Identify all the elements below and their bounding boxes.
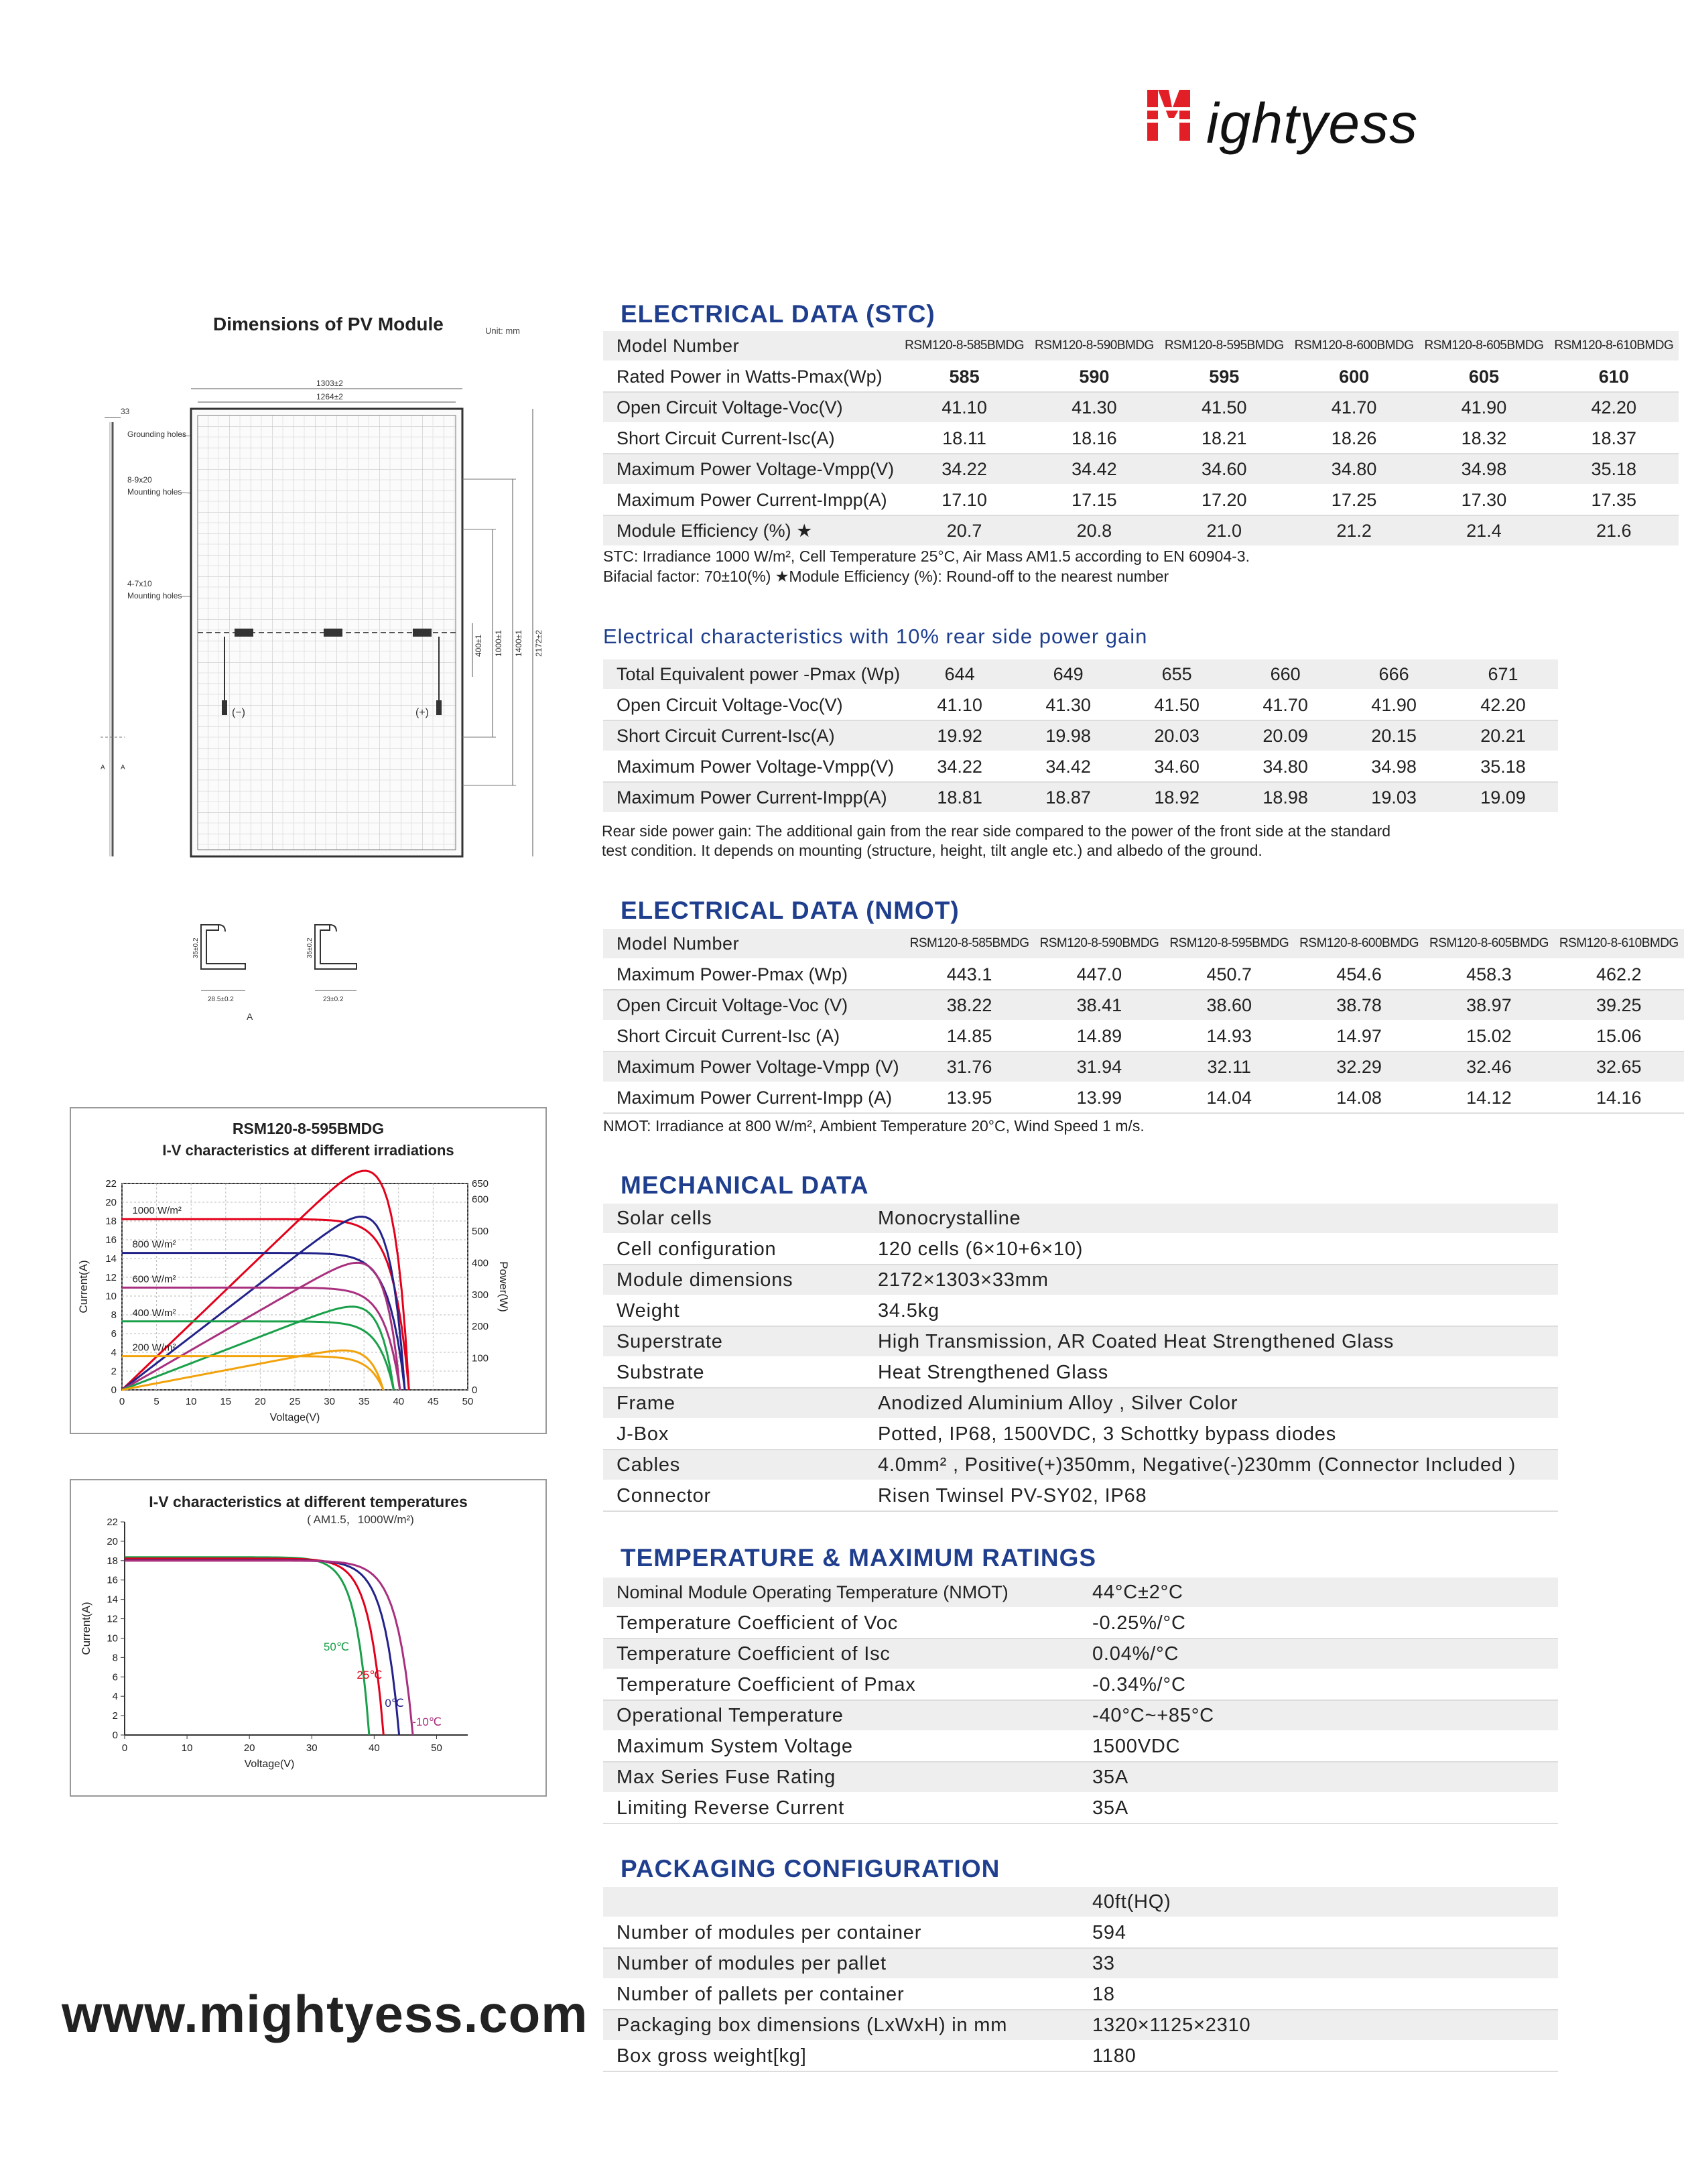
series-label: 200 W/m² — [132, 1342, 176, 1354]
x-tick-label: 10 — [185, 1396, 197, 1407]
chart-subtitle: I-V characteristics at different irradiations — [162, 1142, 454, 1159]
table-row: Superstrate High Transmission, AR Coated Heat Strengthened Glass — [603, 1326, 1558, 1357]
website-url[interactable]: www.mightyess.com — [62, 1984, 588, 2043]
rear-gain-title: Electrical characteristics with 10% rear side power gain — [603, 625, 1148, 648]
table-row: Connector Risen Twinsel PV-SY02, IP68 — [603, 1480, 1558, 1511]
x-tick-label: 25 — [289, 1396, 301, 1407]
rear-note-2: test condition. It depends on mounting (structure, height, tilt angle etc.) and albedo of the ground. — [602, 842, 1262, 859]
table-row: Temperature Coefficient of Pmax -0.34%/°C — [603, 1669, 1558, 1700]
y-tick-label: 22 — [107, 1517, 118, 1528]
brand-logo — [1139, 67, 1421, 161]
y-tick-label: 10 — [105, 1291, 117, 1302]
table-row: Short Circuit Current-Isc(A) 18.11 18.16 18.21 18.26 18.32 18.37 — [603, 423, 1679, 454]
table-row: Operational Temperature -40°C~+85°C — [603, 1700, 1558, 1731]
table-row: Module Efficiency (%) ★ 20.7 20.8 21.0 21.2 21.4 21.6 — [603, 515, 1679, 546]
y-tick-label: 6 — [112, 1671, 118, 1683]
table-row: Short Circuit Current-Isc(A) 19.92 19.98 20.03 20.09 20.15 20.21 — [603, 720, 1558, 751]
table-row: Box gross weight[kg] 1180 — [603, 2041, 1558, 2071]
table-row: Weight 34.5kg — [603, 1295, 1558, 1326]
temperature-table — [603, 1578, 1558, 1824]
thickness-label: 33 — [121, 407, 130, 416]
series-label: 800 W/m² — [132, 1238, 176, 1250]
series-label: 25℃ — [357, 1669, 383, 1681]
temperature-title: TEMPERATURE & MAXIMUM RATINGS — [621, 1544, 1097, 1571]
x-tick-label: 5 — [153, 1396, 159, 1407]
svg-text:A: A — [121, 764, 125, 771]
stc-table — [603, 331, 1679, 547]
module-dimension-drawing — [101, 362, 570, 1032]
table-row: Temperature Coefficient of Isc 0.04%/°C — [603, 1639, 1558, 1669]
table-row: Open Circuit Voltage-Voc (V) 38.22 38.41 38.60 38.78 38.97 39.25 — [603, 990, 1684, 1021]
chart-title: RSM120-8-595BMDG — [232, 1120, 385, 1137]
height-1400-label: 1400±1 — [514, 630, 523, 657]
svg-text:23±0.2: 23±0.2 — [323, 996, 344, 1003]
mounting-holes-1-size: 8-9x20 — [127, 475, 152, 485]
y-tick-label: 10 — [107, 1632, 118, 1645]
y-tick-label: 4 — [111, 1347, 117, 1358]
table-row: Maximum Power Voltage-Vmpp (V) 31.76 31.94 32.11 32.29 32.46 32.65 — [603, 1051, 1684, 1082]
y-tick-label: 18 — [107, 1555, 118, 1567]
series-label: 0℃ — [385, 1697, 404, 1710]
chart-subtitle: ( AM1.5，1000W/m²) — [307, 1513, 414, 1526]
table-row: Open Circuit Voltage-Voc(V) 41.10 41.30 41.50 41.70 41.90 42.20 — [603, 392, 1679, 423]
frame-profile-b — [306, 925, 357, 1003]
x-tick-label: 50 — [431, 1742, 442, 1754]
iv-temperature-chart — [70, 1479, 547, 1797]
stc-note-1: STC: Irradiance 1000 W/m², Cell Temperature 25°C, Air Mass AM1.5 according to EN 60904-3. — [603, 548, 1250, 565]
x-tick-label: 0 — [119, 1396, 125, 1407]
svg-text:28.5±0.2: 28.5±0.2 — [208, 996, 234, 1003]
table-row: Maximum System Voltage 1500VDC — [603, 1731, 1558, 1762]
mechanical-title: MECHANICAL DATA — [621, 1171, 869, 1199]
rear-note-1: Rear side power gain: The additional gain from the rear side compared to the power of the front side at the standard — [602, 822, 1391, 840]
x-tick-label: 30 — [306, 1742, 318, 1754]
series-label: -10℃ — [412, 1716, 442, 1728]
table-row: Solar cells Monocrystalline — [603, 1204, 1558, 1234]
table-row: Limiting Reverse Current 35A — [603, 1793, 1558, 1823]
table-row: Model Number RSM120-8-585BMDG RSM120-8-590BMDG RSM120-8-595BMDG RSM120-8-600BMDG RSM120-8-605BMDG RSM120-8-610BMDG — [603, 929, 1684, 959]
svg-text:35±0.2: 35±0.2 — [192, 938, 200, 958]
frame-profile-a — [192, 925, 253, 1022]
x-tick-label: 30 — [324, 1396, 335, 1407]
x-axis-label: Voltage(V) — [269, 1412, 320, 1423]
y-tick-label: 12 — [107, 1613, 118, 1625]
x-tick-label: 40 — [393, 1396, 405, 1407]
y-tick-label: 14 — [105, 1253, 117, 1265]
junction-box-center — [324, 629, 342, 637]
svg-text:A: A — [247, 1011, 253, 1022]
y-axis-label: Current(A) — [80, 1602, 92, 1655]
table-row: Maximum Power Current-Impp(A) 18.81 18.87 18.92 18.98 19.03 19.09 — [603, 782, 1558, 813]
table-row: Short Circuit Current-Isc (A) 14.85 14.89 14.93 14.97 15.02 15.06 — [603, 1021, 1684, 1051]
dimensions-title: Dimensions of PV Module — [213, 314, 444, 334]
junction-box-right — [413, 629, 432, 637]
mechanical-table — [603, 1204, 1558, 1512]
logo-mark-icon — [1139, 80, 1213, 154]
series-label: 50℃ — [323, 1641, 349, 1653]
table-row: Total Equivalent power -Pmax (Wp) 644 649 655 660 666 671 — [603, 659, 1558, 690]
table-row: Max Series Fuse Rating 35A — [603, 1762, 1558, 1793]
table-row: Rated Power in Watts-Pmax(Wp) 585 590 595 600 605 610 — [603, 361, 1679, 392]
table-row: Maximum Power Current-Impp(A) 17.10 17.15 17.20 17.25 17.30 17.35 — [603, 485, 1679, 515]
iv-curve-4 — [122, 1356, 383, 1390]
y-tick-label: 2 — [111, 1366, 117, 1377]
width-inner-label: 1264±2 — [316, 392, 343, 401]
y-tick-label: 0 — [112, 1730, 118, 1741]
brand-wordmark: ightyess — [1206, 92, 1419, 155]
table-row: Open Circuit Voltage-Voc(V) 41.10 41.30 41.50 41.70 41.90 42.20 — [603, 690, 1558, 720]
packaging-table — [603, 1887, 1558, 2072]
y2-tick-label: 600 — [472, 1194, 489, 1206]
series-label: 1000 W/m² — [132, 1205, 182, 1217]
dimensions-unit: Unit: mm — [485, 326, 520, 336]
y-tick-label: 16 — [105, 1234, 117, 1246]
negative-terminal-label: (−) — [232, 707, 245, 718]
y-axis-label: Current(A) — [77, 1260, 90, 1313]
y2-tick-label: 400 — [472, 1257, 489, 1269]
y-tick-label: 18 — [105, 1216, 117, 1227]
table-row: Module dimensions 2172×1303×33mm — [603, 1265, 1558, 1295]
y-tick-label: 20 — [105, 1197, 117, 1208]
height-400-label: 400±1 — [474, 634, 483, 657]
grounding-holes-label: Grounding holes — [127, 430, 187, 439]
height-1000-label: 1000±1 — [494, 630, 503, 657]
nmot-note: NMOT: Irradiance at 800 W/m², Ambient Temperature 20°C, Wind Speed 1 m/s. — [603, 1117, 1145, 1135]
table-row: Packaging box dimensions (LxWxH) in mm 1320×1125×2310 — [603, 2010, 1558, 2041]
table-row: Substrate Heat Strengthened Glass — [603, 1357, 1558, 1388]
y2-tick-label: 100 — [472, 1352, 489, 1364]
y-tick-label: 8 — [111, 1309, 117, 1321]
nmot-title: ELECTRICAL DATA (NMOT) — [621, 897, 960, 924]
table-row: Cell configuration 120 cells (6×10+6×10) — [603, 1234, 1558, 1265]
table-row: Number of pallets per container 18 — [603, 1979, 1558, 2010]
mounting-holes-2-size: 4-7x10 — [127, 579, 152, 588]
y-tick-label: 16 — [107, 1574, 118, 1586]
table-row: Number of modules per pallet 33 — [603, 1948, 1558, 1979]
y-tick-label: 0 — [111, 1385, 117, 1396]
nmot-table — [603, 929, 1684, 1114]
table-row: 40ft(HQ) — [603, 1887, 1558, 1917]
series-label: 600 W/m² — [132, 1273, 176, 1285]
y-tick-label: 4 — [112, 1691, 118, 1703]
y2-tick-label: 650 — [472, 1178, 489, 1190]
svg-text:35±0.2: 35±0.2 — [306, 938, 314, 958]
y-tick-label: 12 — [105, 1272, 117, 1283]
y2-axis-label: Power(W) — [497, 1261, 510, 1312]
table-row: Maximum Power Voltage-Vmpp(V) 34.22 34.42 34.60 34.80 34.98 35.18 — [603, 454, 1679, 485]
x-tick-label: 20 — [243, 1742, 255, 1754]
y-tick-label: 22 — [105, 1178, 117, 1190]
rear-gain-table — [603, 659, 1558, 814]
table-row: Maximum Power-Pmax (Wp) 443.1 447.0 450.7 454.6 458.3 462.2 — [603, 959, 1684, 990]
y2-tick-label: 500 — [472, 1226, 489, 1238]
y2-tick-label: 200 — [472, 1321, 489, 1333]
x-tick-label: 35 — [358, 1396, 370, 1407]
y-tick-label: 8 — [112, 1652, 118, 1664]
series-label: 400 W/m² — [132, 1307, 176, 1319]
svg-text:A: A — [101, 764, 105, 771]
x-tick-label: 20 — [255, 1396, 266, 1407]
table-row: Number of modules per container 594 — [603, 1917, 1558, 1948]
y2-tick-label: 0 — [472, 1385, 478, 1396]
positive-terminal-label: (+) — [415, 707, 429, 718]
y-tick-label: 6 — [111, 1328, 117, 1340]
stc-note-2: Bifacial factor: 70±10(%) ★Module Efficiency (%): Round-off to the nearest number — [603, 568, 1169, 585]
table-row: Model Number RSM120-8-585BMDG RSM120-8-590BMDG RSM120-8-595BMDG RSM120-8-600BMDG RSM120-8-605BMDG RSM120-8-610BMDG — [603, 331, 1679, 361]
stc-title: ELECTRICAL DATA (STC) — [621, 300, 935, 328]
x-tick-label: 0 — [121, 1742, 128, 1754]
width-overall-label: 1303±2 — [316, 379, 343, 388]
y-tick-label: 20 — [107, 1535, 118, 1547]
x-axis-label: Voltage(V) — [244, 1758, 295, 1770]
table-row: Temperature Coefficient of Voc -0.25%/°C — [603, 1608, 1558, 1639]
y2-tick-label: 300 — [472, 1289, 489, 1301]
y-tick-label: 2 — [112, 1710, 118, 1722]
table-row: Nominal Module Operating Temperature (NMOT) 44°C±2°C — [603, 1578, 1558, 1608]
x-tick-label: 40 — [369, 1742, 380, 1754]
mounting-holes-2-label: Mounting holes — [127, 591, 182, 600]
height-2172-label: 2172±2 — [534, 630, 543, 657]
x-tick-label: 50 — [462, 1396, 474, 1407]
table-row: Maximum Power Voltage-Vmpp(V) 34.22 34.42 34.60 34.80 34.98 35.18 — [603, 751, 1558, 782]
table-row: Cables 4.0mm² , Positive(+)350mm, Negative(-)230mm (Connector Included ) — [603, 1450, 1558, 1480]
table-row: Maximum Power Current-Impp (A) 13.95 13.99 14.04 14.08 14.12 14.16 — [603, 1082, 1684, 1113]
x-tick-label: 15 — [220, 1396, 232, 1407]
mounting-holes-1-label: Mounting holes — [127, 487, 182, 497]
y-tick-label: 14 — [107, 1594, 118, 1606]
x-tick-label: 45 — [428, 1396, 439, 1407]
chart-title: I-V characteristics at different temperatures — [149, 1493, 468, 1511]
packaging-title: PACKAGING CONFIGURATION — [621, 1855, 1000, 1882]
junction-box-left — [235, 629, 253, 637]
table-row: J-Box Potted, IP68, 1500VDC, 3 Schottky bypass diodes — [603, 1419, 1558, 1450]
x-tick-label: 10 — [181, 1742, 193, 1754]
iv-irradiance-chart — [70, 1107, 547, 1434]
table-row: Frame Anodized Aluminium Alloy , Silver Color — [603, 1388, 1558, 1419]
